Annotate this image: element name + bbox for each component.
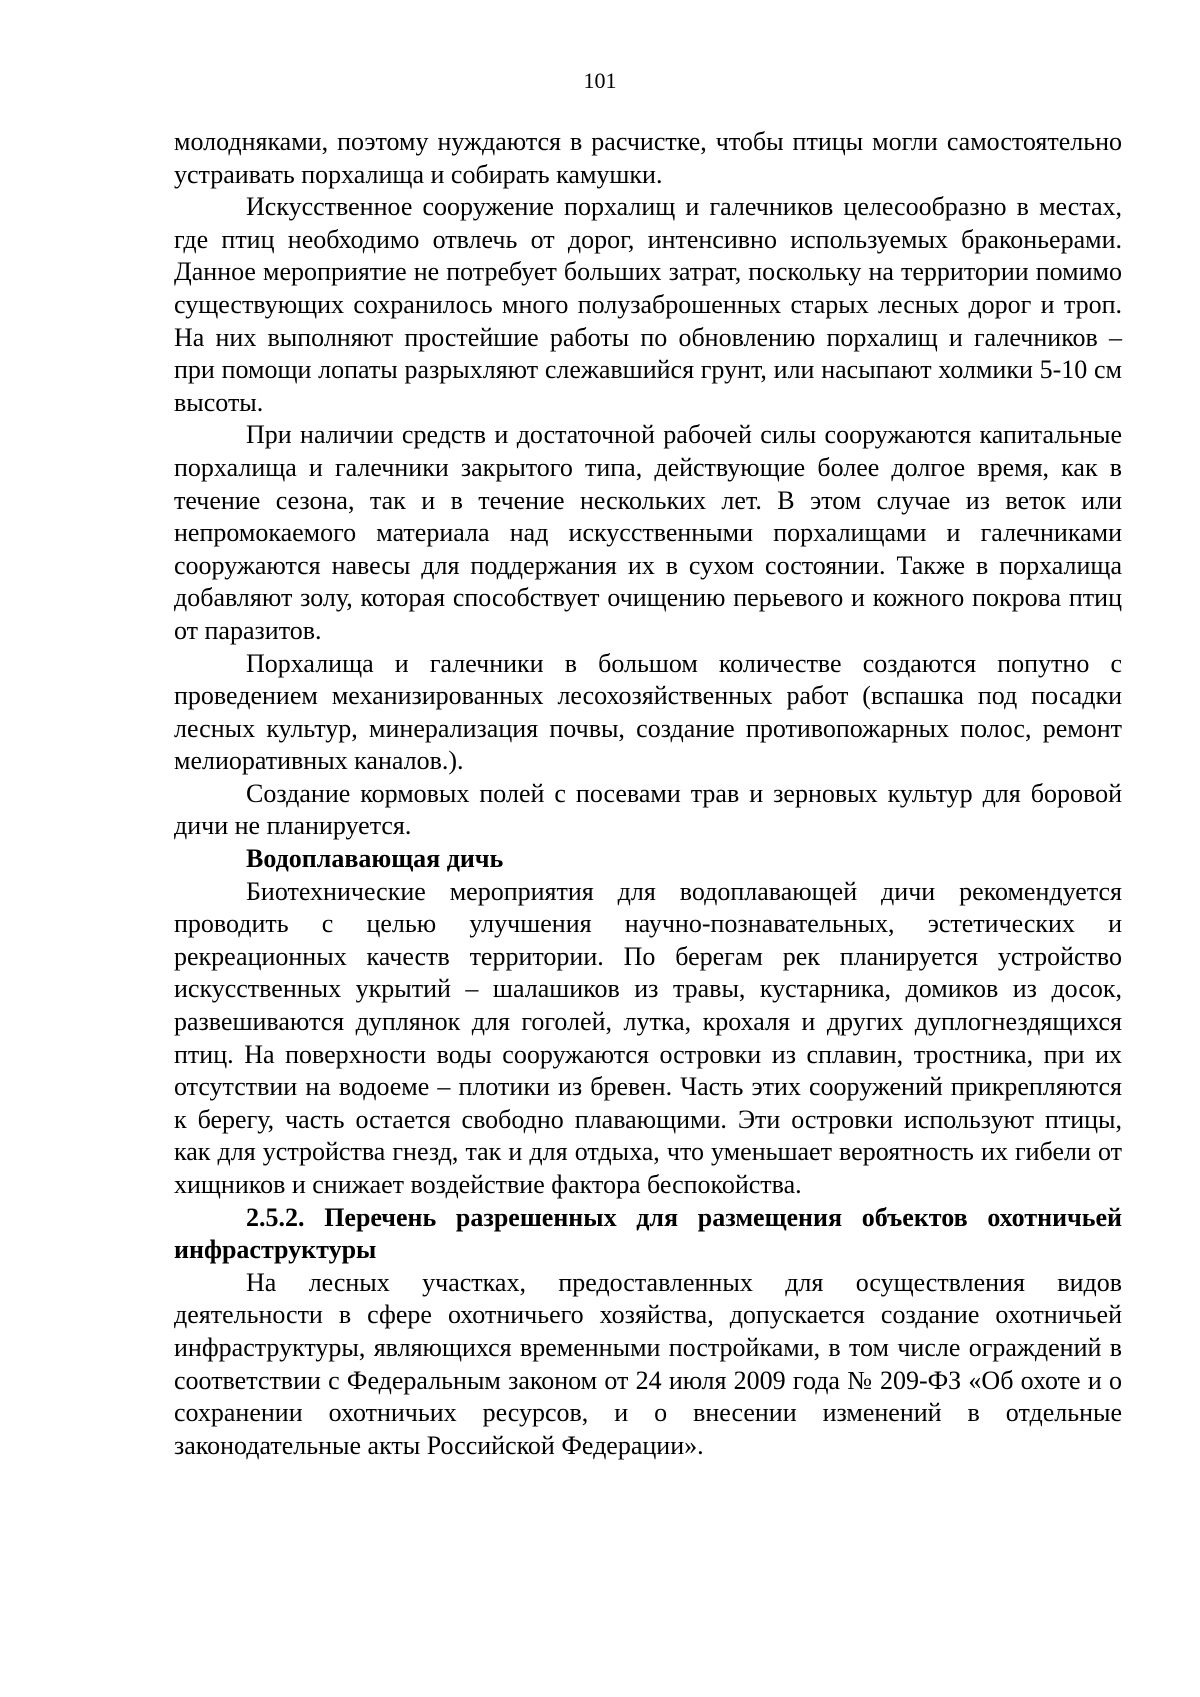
page-number: 101 bbox=[583, 68, 617, 93]
section-heading-2-5-2: 2.5.2. Перечень разрешенных для размещения объектов охотничьей инфраструктуры bbox=[174, 1202, 1122, 1265]
paragraph-capital-dust-baths: При наличии средств и достаточной рабочей силы сооружаются капитальные порхалища и галечники закрытого типа, действующие более долгое время, как в течение сезона, так и в течение нескольких лет. В этом случае из веток или непромокаемого материала над искусственными порхалищами и галечниками сооружаются навесы для поддержания их в сухом состоянии. Также в порхалища добавляют золу, которая способствует очищению перьевого и кожного покрова птиц от паразитов. bbox=[174, 420, 1122, 645]
paragraph-mechanized-works: Порхалища и галечники в большом количестве создаются попутно с проведением механизированных лесохозяйственных работ (вспашка под посадки лесных культур, минерализация почвы, создание противопожарных полос, ремонт мелиоративных каналов.). bbox=[174, 648, 1122, 776]
paragraph-artificial-dust-baths: Искусственное сооружение порхалищ и галечников целесообразно в местах, где птиц необходимо отвлечь от дорог, интенсивно используемых браконьерами. Данное мероприятие не потребует больших затрат, поскольку на территории помимо существующих сохранилось много полузаброшенных старых лесных дорог и троп. На них выполняют простейшие работы по обновлению порхалищ и галечников – при помощи лопаты разрыхляют слежавшийся грунт, или насыпают холмики 5-10 см высоты. bbox=[174, 192, 1122, 417]
paragraph-feeding-fields: Создание кормовых полей с посевами трав и зерновых культур для боровой дичи не планируется. bbox=[174, 778, 1122, 841]
paragraph-waterfowl-measures: Биотехнические мероприятия для водоплавающей дичи рекомендуется проводить с целью улучшения научно-познавательных, эстетических и рекреационных качеств территории. По берегам рек планируется устройство искусственных укрытий – шалашиков из травы, кустарника, домиков из досок, развешиваются дуплянок для гоголей, лутка, крохаля и других дуплогнездящихся птиц. На поверхности воды сооружаются островки из сплавин, тростника, при их отсутствии на водоеме – плотики из бревен. Часть этих сооружений прикрепляются к берегу, часть остается свободно плавающими. Эти островки используют птицы, как для устройства гнезд, так и для отдыха, что уменьшает вероятность их гибели от хищников и снижает воздействие фактора беспокойства. bbox=[174, 876, 1122, 1199]
paragraph-continuation: молодняками, поэтому нуждаются в расчистке, чтобы птицы могли самостоятельно устраивать порхалища и собирать камушки. bbox=[174, 127, 1122, 189]
subheading-waterfowl: Водоплавающая дичь bbox=[246, 844, 504, 874]
paragraph-hunting-infrastructure: На лесных участках, предоставленных для осуществления видов деятельности в сфере охотничьего хозяйства, допускается создание охотничьей инфраструктуры, являющихся временными постройками, в том числе ограждений в соответствии с Федеральным законом от 24 июля 2009 года № 209-ФЗ «Об охоте и о сохранении охотничьих ресурсов, и о внесении изменений в отдельные законодательные акты Российской Федерации». bbox=[174, 1267, 1122, 1460]
document-body bbox=[174, 126, 1122, 1462]
